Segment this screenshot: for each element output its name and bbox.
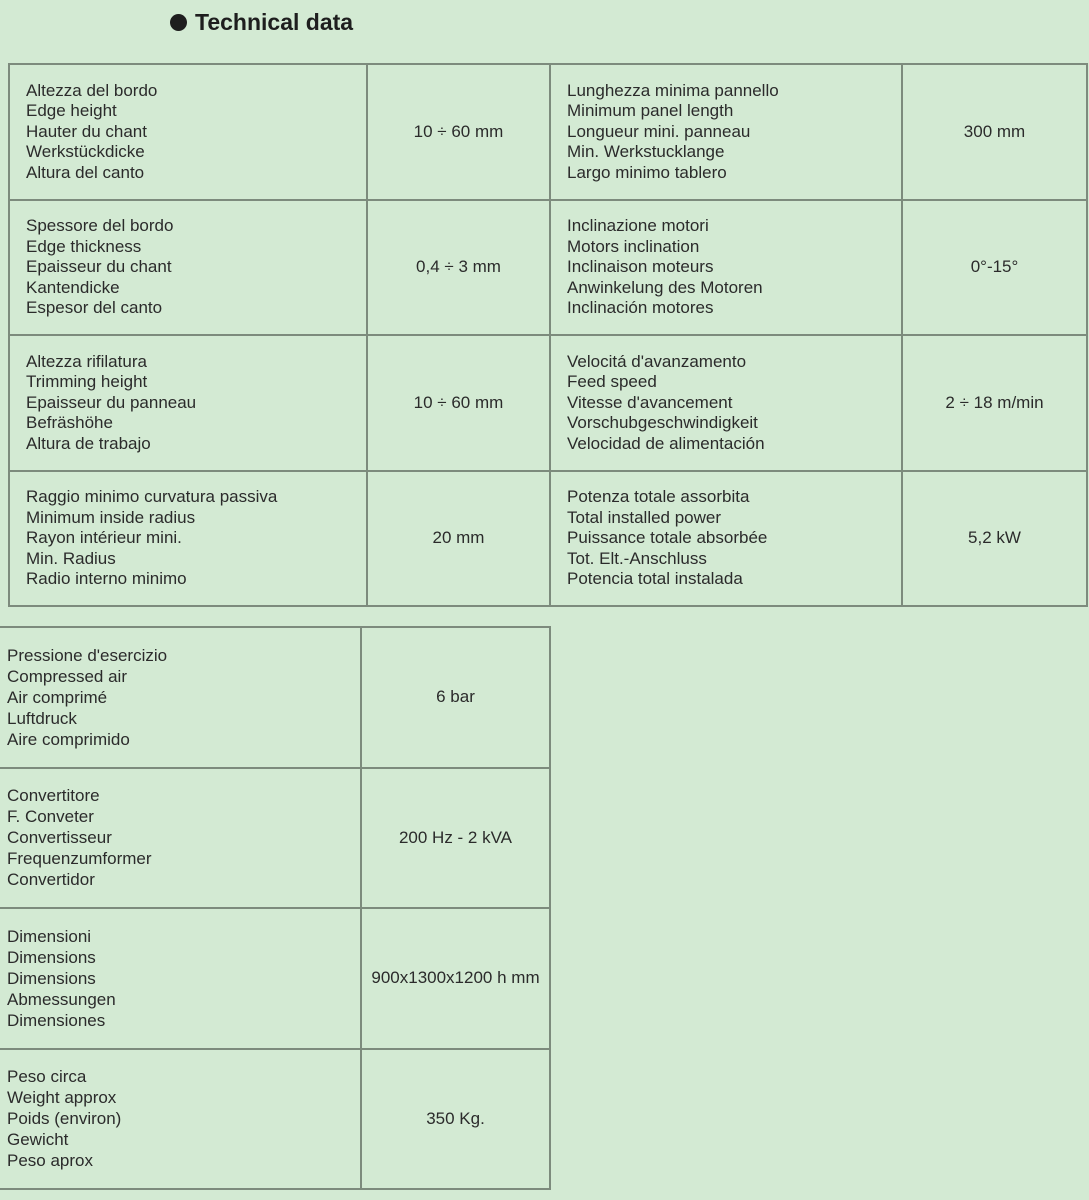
spec-label-line: Werkstückdicke <box>26 142 145 161</box>
spec-label-line: Frequenzumformer <box>7 849 152 869</box>
spec-label-line: Spessore del bordo <box>26 216 174 235</box>
spec-label-cell <box>550 471 902 607</box>
spec-label-line: Peso aprox <box>7 1151 93 1171</box>
spec-value-cell <box>361 908 550 1049</box>
bullet-icon <box>170 14 187 31</box>
spec-value-cell <box>361 1049 550 1190</box>
spec-label-line: Compressed air <box>7 666 127 686</box>
spec-label-line: Inclinazione motori <box>567 216 709 235</box>
spec-label-line: Potencia total instalada <box>567 569 743 588</box>
table-row <box>0 768 550 909</box>
spec-value-cell <box>902 64 1087 200</box>
table-row <box>9 471 1087 607</box>
spec-value: 5,2 kW <box>968 528 1021 548</box>
spec-value-cell <box>902 335 1087 471</box>
spec-label-cell <box>0 768 361 909</box>
spec-label-line: Epaisseur du chant <box>26 257 172 276</box>
spec-label-line: Weight approx <box>7 1088 117 1108</box>
spec-value: 200 Hz - 2 kVA <box>398 827 513 847</box>
spec-label-cell <box>9 200 367 336</box>
spec-label-line: Luftdruck <box>7 708 77 728</box>
page-title: Technical data <box>195 8 354 35</box>
spec-label-line: Altura del canto <box>26 162 145 182</box>
spec-label-line: Epaisseur du panneau <box>26 392 197 412</box>
spec-label-line: Befräshöhe <box>26 413 113 432</box>
spec-label-line: Convertitore <box>7 786 100 806</box>
spec-label-line: Largo minimo tablero <box>567 162 727 182</box>
spec-label-line: Altura de trabajo <box>26 433 151 453</box>
spec-label-cell <box>9 64 367 200</box>
spec-label-cell <box>0 627 361 768</box>
spec-label-line: Minimum panel length <box>567 101 734 120</box>
section-heading <box>170 6 353 38</box>
spec-label-line: Motors inclination <box>567 236 700 256</box>
spec-label-line: Edge height <box>26 101 117 120</box>
spec-label-line: Anwinkelung des Motoren <box>567 277 763 297</box>
table-row <box>9 335 1087 471</box>
spec-label-line: Min. Radius <box>26 548 116 568</box>
spec-label-line: Longueur mini. panneau <box>567 121 751 141</box>
spec-label-line: Abmessungen <box>7 989 116 1009</box>
spec-value-cell <box>367 200 550 336</box>
spec-label-line: Velocidad de alimentación <box>567 433 765 453</box>
spec-label-line: Pressione d'esercizio <box>7 645 168 665</box>
spec-label-line: Dimensioni <box>7 926 92 946</box>
spec-label-cell <box>9 471 367 607</box>
spec-label-cell <box>550 200 902 336</box>
spec-label-cell <box>550 64 902 200</box>
spec-value: 10 ÷ 60 mm <box>413 121 504 141</box>
spec-label-line: Radio interno minimo <box>26 569 187 588</box>
spec-label-line: Convertisseur <box>7 828 112 848</box>
spec-value: 20 mm <box>432 528 485 548</box>
spec-label-line: Air comprimé <box>7 687 108 707</box>
spec-value-cell <box>367 64 550 200</box>
spec-label-cell <box>9 335 367 471</box>
spec-label-line: Feed speed <box>567 372 657 391</box>
spec-label-line: Altezza del bordo <box>26 80 158 100</box>
spec-value: 2 ÷ 18 m/min <box>945 392 1044 412</box>
table-row <box>0 1049 550 1190</box>
spec-value-cell <box>367 471 550 607</box>
additional-data-table <box>0 626 551 1190</box>
spec-value-cell <box>361 768 550 909</box>
spec-value: 900x1300x1200 h mm <box>371 968 540 988</box>
spec-label-line: Poids (environ) <box>7 1109 122 1129</box>
spec-label-line: Aire comprimido <box>7 729 130 749</box>
spec-label-line: Dimensions <box>7 968 96 988</box>
spec-label-line: Total installed power <box>567 507 722 527</box>
spec-label-line: Convertidor <box>7 870 95 890</box>
spec-label-line: Velocitá d'avanzamento <box>567 351 747 371</box>
spec-value: 0,4 ÷ 3 mm <box>416 257 501 277</box>
spec-value: 300 mm <box>963 121 1026 141</box>
spec-label-line: Raggio minimo curvatura passiva <box>26 487 278 506</box>
spec-label-line: Vitesse d'avancement <box>567 392 733 412</box>
technical-data-table <box>8 63 1088 607</box>
spec-value-cell <box>367 335 550 471</box>
spec-label-cell <box>0 908 361 1049</box>
spec-value: 10 ÷ 60 mm <box>413 392 504 412</box>
table-row <box>9 64 1087 200</box>
spec-label-line: Tot. Elt.-Anschluss <box>567 548 707 568</box>
spec-value-cell <box>361 627 550 768</box>
spec-value: 0°-15° <box>970 257 1019 277</box>
spec-value-cell <box>902 471 1087 607</box>
spec-label-line: Dimensiones <box>7 1010 106 1030</box>
spec-label-line: Minimum inside radius <box>26 507 196 527</box>
spec-label-line: Min. Werkstucklange <box>567 142 725 161</box>
spec-value-cell <box>902 200 1087 336</box>
spec-label-line: Potenza totale assorbita <box>567 487 750 506</box>
spec-value: 350 Kg. <box>426 1108 485 1128</box>
spec-label-line: Peso circa <box>7 1067 87 1087</box>
table-row <box>0 627 550 768</box>
spec-label-line: Dimensions <box>7 947 96 967</box>
spec-label-cell <box>0 1049 361 1190</box>
spec-label-line: F. Conveter <box>7 807 94 827</box>
spec-label-line: Lunghezza minima pannello <box>567 80 779 100</box>
spec-label-line: Inclinaison moteurs <box>567 257 714 276</box>
table-row <box>0 908 550 1049</box>
spec-label-line: Vorschubgeschwindigkeit <box>567 413 758 432</box>
spec-label-line: Hauter du chant <box>26 121 147 141</box>
spec-label-line: Gewicht <box>7 1130 69 1150</box>
spec-label-line: Rayon intérieur mini. <box>26 528 182 547</box>
spec-label-line: Trimming height <box>26 372 148 391</box>
spec-label-line: Edge thickness <box>26 236 142 256</box>
spec-label-line: Altezza rifilatura <box>26 351 147 371</box>
spec-label-line: Inclinación motores <box>567 298 714 317</box>
spec-label-cell <box>550 335 902 471</box>
spec-label-line: Puissance totale absorbée <box>567 528 768 547</box>
spec-value: 6 bar <box>436 687 475 707</box>
spec-label-line: Espesor del canto <box>26 298 163 317</box>
spec-label-line: Kantendicke <box>26 277 120 297</box>
table-row <box>9 200 1087 336</box>
